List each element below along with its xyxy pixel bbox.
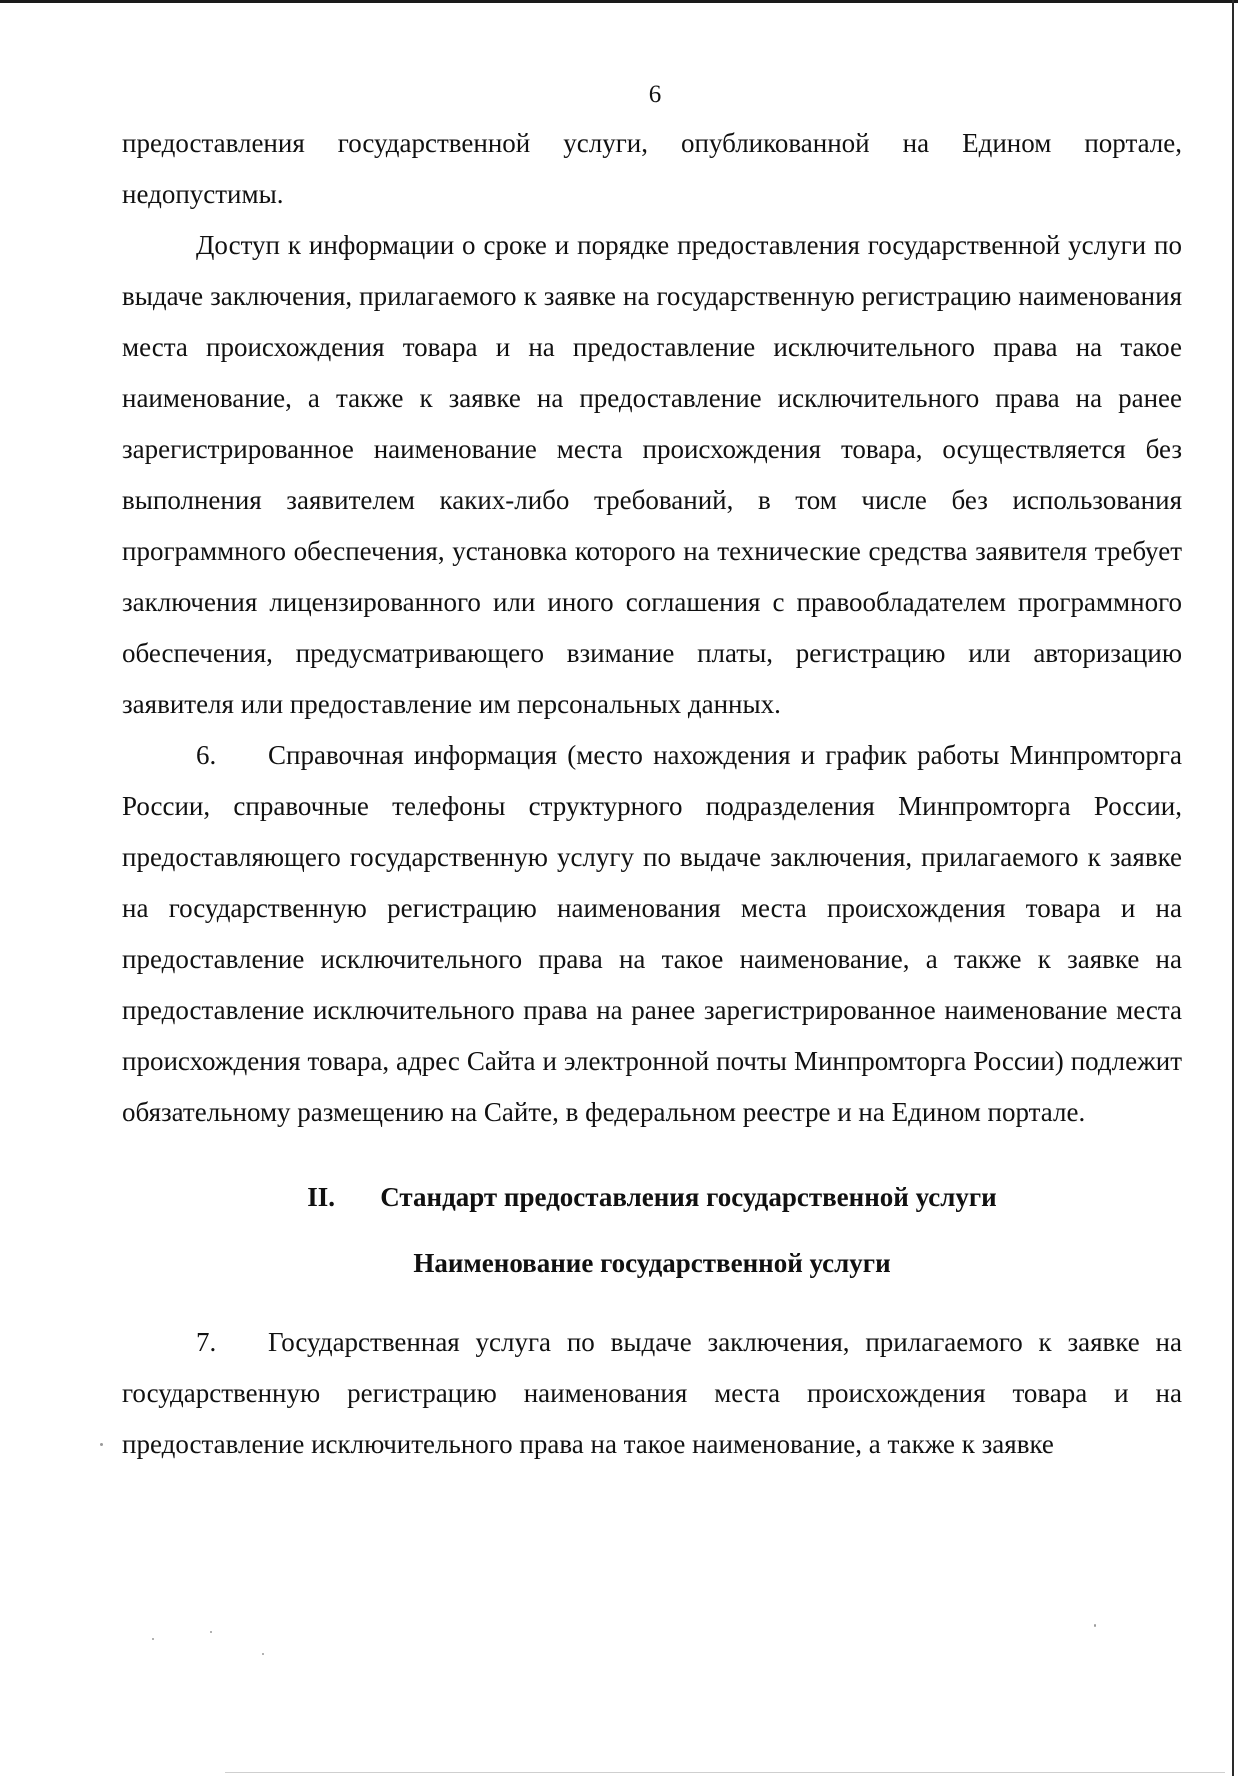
- paragraph-access-info: Доступ к информации о сроке и порядке предоставления государственной услуги по выдаче заключения, прилагаемого к заявке на государственную регистрацию наименования места происхождения товара и на предоставление исключительного права на такое наименование, а также к заявке на предоставление исключительного права на ранее зарегистрированное наименование места происхождения товара, осуществляется без выполнения заявителем каких-либо требований, в том числе без использования программного обеспечения, установка которого на технические средства заявителя требует заключения лицензированного или иного соглашения с правообладателем программного обеспечения, предусматривающего взимание платы, регистрацию или авторизацию заявителя или предоставление им персональных данных.: [122, 230, 1182, 719]
- paragraph-6-text: Справочная информация (место нахождения и график работы Минпромторга России, справочные телефоны структурного подразделения Минпромторга России, предоставляющего государственную услугу по выдаче заключения, прилагаемого к заявке на государственную регистрацию наименования места происхождения товара и на предоставление исключительного права на такое наименование, а также к заявке на предоставление исключительного права на ранее зарегистрированное наименование места происхождения товара, адрес Сайта и электронной почты Минпромторга России) подлежит обязательному размещению на Сайте, в федеральном реестре и на Едином портале.: [122, 740, 1182, 1127]
- paragraph-7-number: 7.: [196, 1327, 217, 1357]
- scan-artifact-dot: [152, 1638, 154, 1640]
- paragraph-6: [122, 730, 1182, 1138]
- page-number: 6: [648, 81, 662, 108]
- section-roman-numeral: II.: [307, 1182, 336, 1212]
- section-heading: [122, 1180, 1182, 1214]
- paragraph-continuation: предоставления государственной услуги, опубликованной на Едином портале, недопустимы.: [122, 128, 1182, 209]
- scan-edge-right: [1232, 0, 1234, 1776]
- paragraph-7: [122, 1317, 1182, 1470]
- paragraph-7-text: Государственная услуга по выдаче заключения, прилагаемого к заявке на государственную регистрацию наименования места происхождения товара и на предоставление исключительного права на такое наименование, а также к заявке: [122, 1327, 1182, 1459]
- scan-artifact-dot: [100, 1443, 103, 1446]
- document-body: [122, 118, 1182, 1470]
- scan-artifact-dot: [210, 1631, 212, 1633]
- scan-edge-bottom: [225, 1772, 1225, 1773]
- scan-artifact-dot: [1094, 1624, 1096, 1627]
- paragraph-6-number: 6.: [196, 740, 217, 770]
- scan-artifact-dot: [262, 1653, 264, 1655]
- scan-edge-top: [0, 0, 1238, 3]
- subsection-heading: Наименование государственной услуги: [413, 1248, 891, 1278]
- section-title: Стандарт предоставления государственной услуги: [380, 1182, 997, 1212]
